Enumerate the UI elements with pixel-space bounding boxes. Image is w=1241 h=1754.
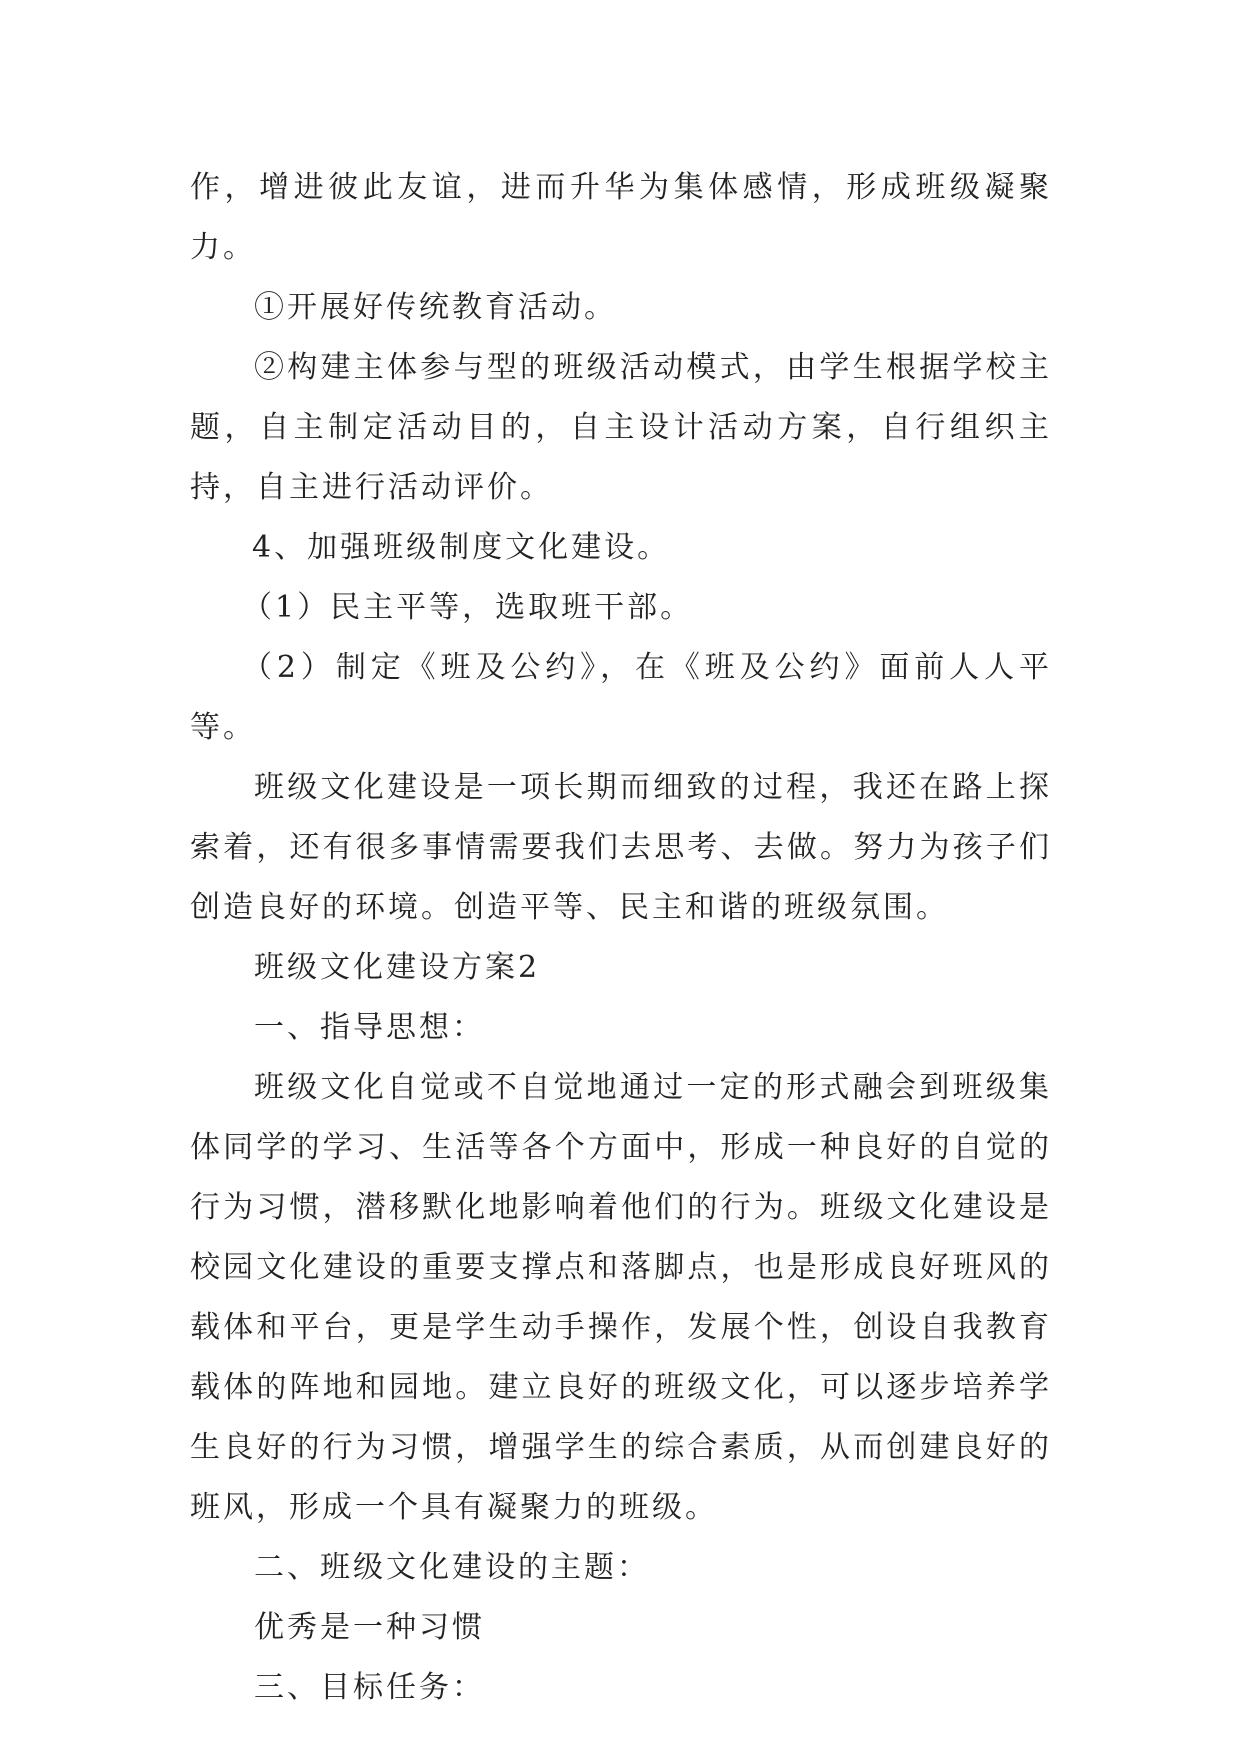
paragraph-conclusion: 班级文化建设是一项长期而细致的过程，我还在路上探索着，还有很多事情需要我们去思考、去做。努力为孩子们创造良好的环境。创造平等、民主和谐的班级氛围。 [190, 770, 1052, 925]
plan-title: 班级文化建设方案2 [254, 950, 541, 985]
list-item-traditional-education: ①开展好传统教育活动。 [254, 290, 617, 325]
heading-theme: 二、班级文化建设的主题： [254, 1550, 650, 1585]
paragraph-guiding-ideology: 班级文化自觉或不自觉地通过一定的形式融会到班级集体同学的学习、生活等各个方面中，形成一种良好的自觉的行为习惯，潜移默化地影响着他们的行为。班级文化建设是校园文化建设的重要支撑点和落脚点，也是形成良好班风的载体和平台，更是学生动手操作，发展个性，创设自我教育载体的阵地和园地。建立良好的班级文化，可以逐步培养学生良好的行为习惯，增强学生的综合素质，从而创建良好的班风，形成一个具有凝聚力的班级。 [190, 1070, 1052, 1525]
sub-item-democracy: （1）民主平等，选取班干部。 [242, 590, 694, 625]
heading-objectives: 三、目标任务： [254, 1670, 485, 1705]
theme-text: 优秀是一种习惯 [254, 1610, 485, 1645]
list-item-activity-mode: ②构建主体参与型的班级活动模式，由学生根据学校主题，自主制定活动目的，自主设计活动方案，自行组织主持，自主进行活动评价。 [190, 350, 1052, 505]
sub-item-class-convention: （2）制定《班及公约》，在《班及公约》面前人人平等。 [190, 650, 1052, 745]
section-item-system-culture: 4、加强班级制度文化建设。 [252, 530, 671, 565]
document-body [190, 158, 1052, 1718]
paragraph-continuation: 作，增进彼此友谊，进而升华为集体感情，形成班级凝聚力。 [190, 170, 1052, 265]
heading-guiding-ideology: 一、指导思想： [254, 1010, 485, 1045]
